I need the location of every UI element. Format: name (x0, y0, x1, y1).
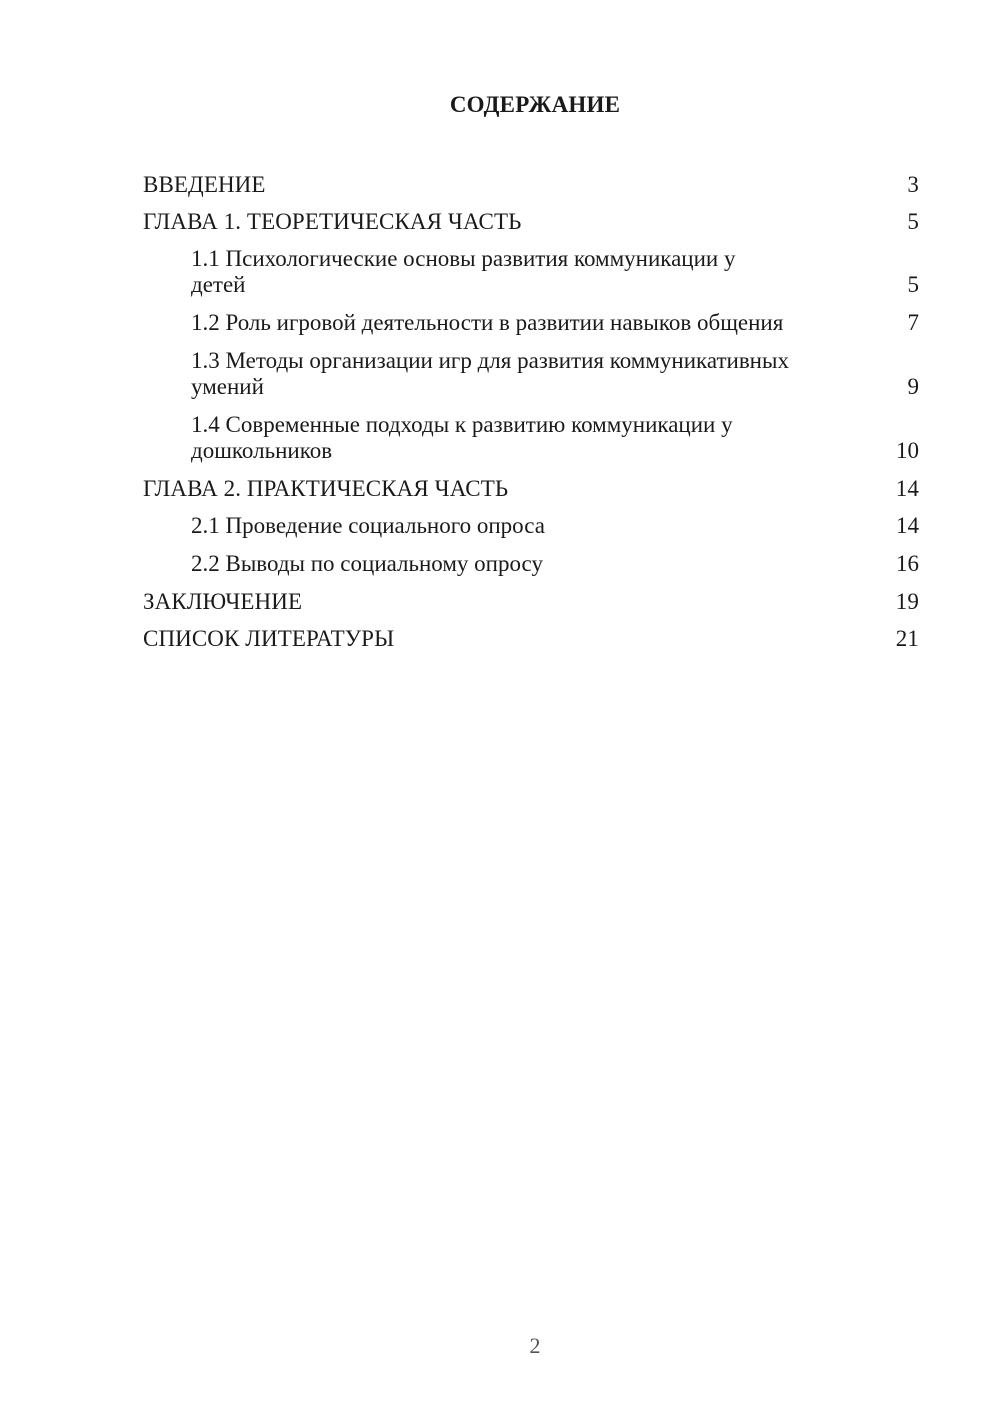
toc-entry-label: 1.2 Роль игровой деятельности в развитии навыков общения (191, 310, 784, 335)
toc-entry-page: 16 (896, 551, 919, 576)
toc-entry-chapter-2[interactable] (143, 474, 919, 511)
toc-entry-label: 2.2 Выводы по социальному опросу (191, 551, 543, 576)
toc-entry-label: ГЛАВА 2. ПРАКТИЧЕСКАЯ ЧАСТЬ (143, 476, 509, 501)
toc-entry-page: 5 (907, 209, 919, 234)
toc-entry-section-2-2[interactable] (143, 549, 919, 587)
toc-entry-page: 19 (895, 589, 919, 614)
toc-entry-references[interactable] (143, 624, 919, 661)
toc-entry-chapter-1[interactable] (143, 207, 919, 244)
toc-entry-section-1-2[interactable] (143, 308, 919, 346)
toc-entry-label: ГЛАВА 1. ТЕОРЕТИЧЕСКАЯ ЧАСТЬ (143, 209, 522, 234)
page-number: 2 (529, 1333, 541, 1358)
toc-entry-label: СПИСОК ЛИТЕРАТУРЫ (143, 626, 395, 651)
toc-entry-page: 9 (907, 374, 919, 399)
toc-entry-label: 1.4 Современные подходы к развитию коммуникации у дошкольников (191, 412, 733, 463)
toc-entry-section-1-1[interactable] (143, 244, 919, 308)
toc-entry-page: 14 (895, 476, 919, 501)
toc-entry-page: 5 (907, 272, 919, 297)
toc-entry-label: 1.1 Психологические основы развития коммуникации у детей (191, 246, 736, 297)
toc-entry-label: 1.3 Методы организации игр для развития коммуникативных умений (191, 348, 789, 399)
toc-entry-label: ВВЕДЕНИЕ (143, 172, 266, 197)
toc-entry-section-1-3[interactable] (143, 346, 919, 410)
toc-entry-label: ЗАКЛЮЧЕНИЕ (143, 589, 303, 614)
toc-entry-section-1-4[interactable] (143, 410, 919, 474)
toc-entry-label: 2.1 Проведение социального опроса (191, 513, 545, 538)
toc-entry-page: 3 (907, 172, 919, 197)
table-of-contents (143, 170, 919, 661)
toc-entry-page: 10 (896, 438, 919, 463)
toc-entry-conclusion[interactable] (143, 587, 919, 624)
toc-entry-section-2-1[interactable] (143, 511, 919, 549)
toc-entry-introduction[interactable] (143, 170, 919, 207)
toc-entry-page: 7 (907, 310, 919, 335)
toc-entry-page: 21 (895, 626, 919, 651)
toc-entry-page: 14 (896, 513, 919, 538)
page-title: СОДЕРЖАНИЕ (449, 92, 621, 117)
